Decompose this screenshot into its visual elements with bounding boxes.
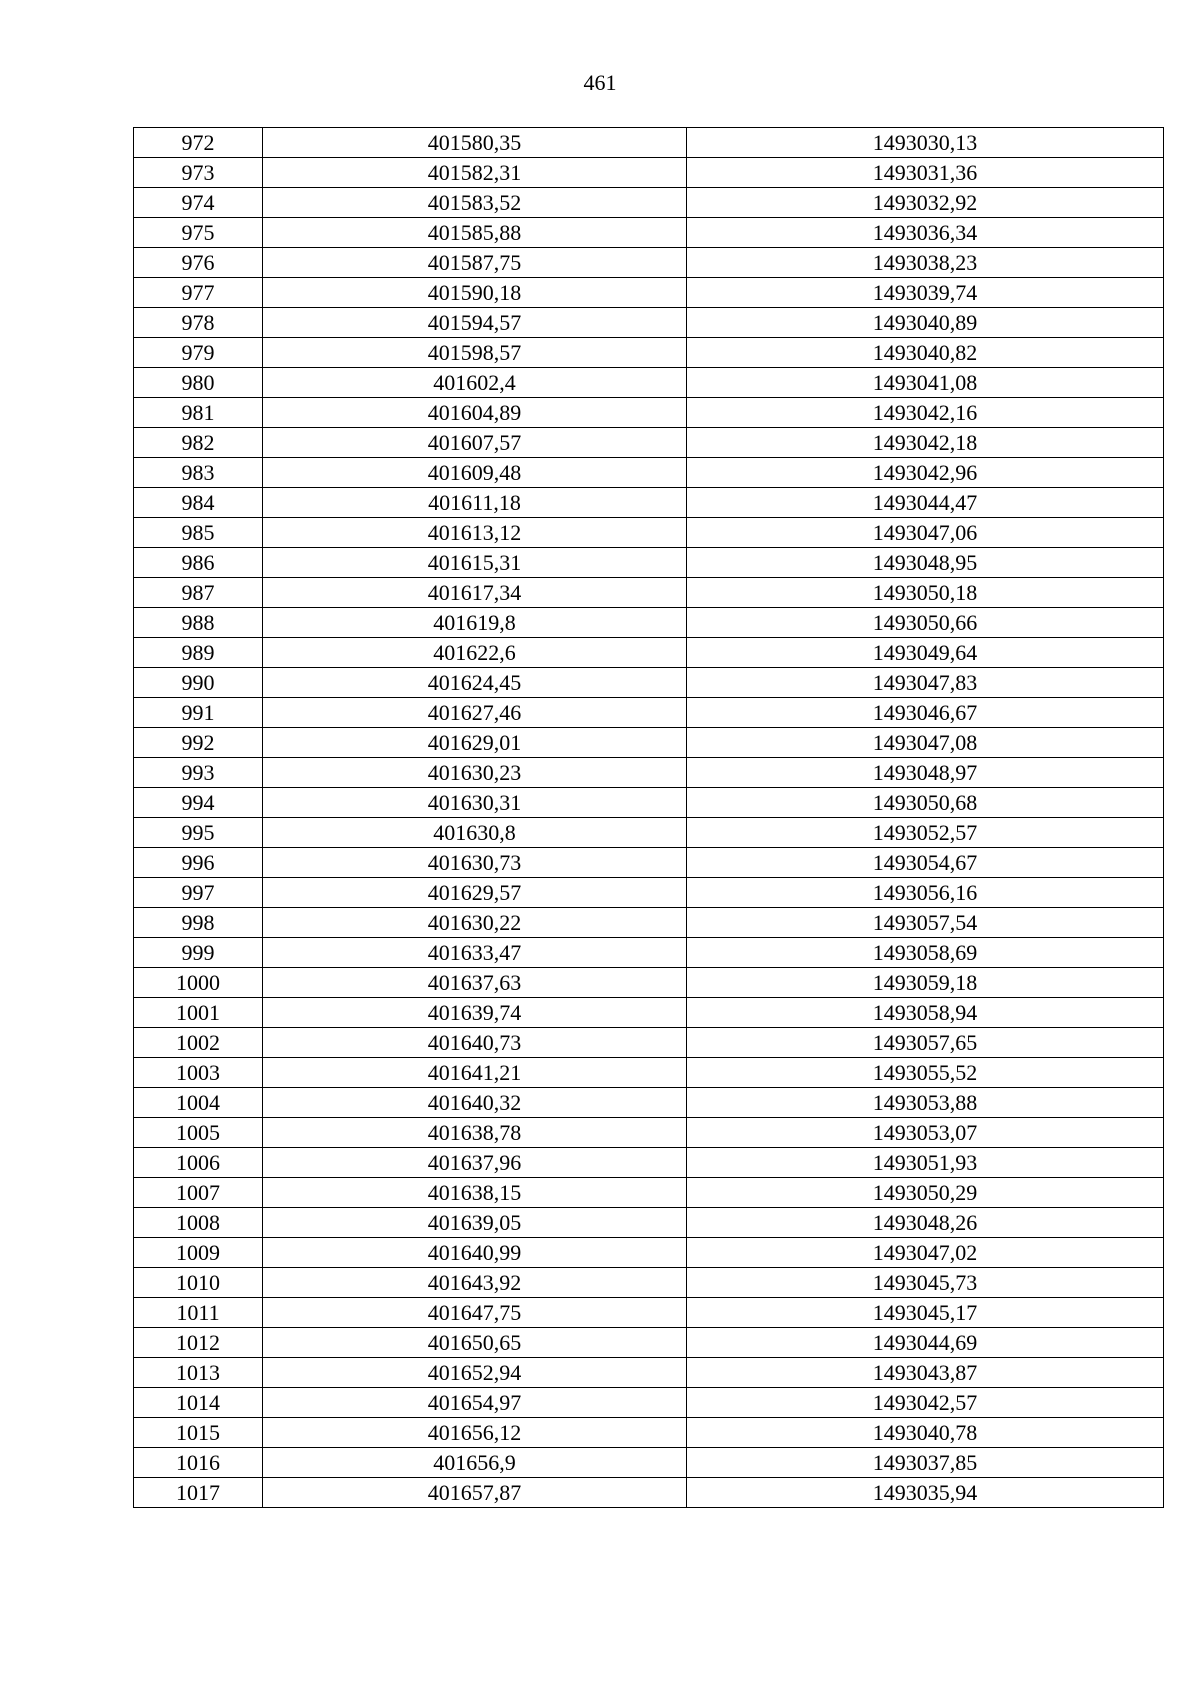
table-row	[134, 908, 1164, 938]
point-number-cell: 1009	[134, 1238, 263, 1268]
x-coordinate-cell: 401630,8	[263, 818, 687, 848]
point-number-cell: 1012	[134, 1328, 263, 1358]
y-coordinate-cell: 1493039,74	[687, 278, 1164, 308]
point-number-cell: 976	[134, 248, 263, 278]
x-coordinate-cell: 401613,12	[263, 518, 687, 548]
y-coordinate-cell: 1493040,82	[687, 338, 1164, 368]
table-row	[134, 1268, 1164, 1298]
point-number-cell: 975	[134, 218, 263, 248]
table-row	[134, 1028, 1164, 1058]
x-coordinate-cell: 401654,97	[263, 1388, 687, 1418]
table-row	[134, 1448, 1164, 1478]
point-number-cell: 983	[134, 458, 263, 488]
point-number-cell: 972	[134, 128, 263, 158]
table-row	[134, 848, 1164, 878]
y-coordinate-cell: 1493057,54	[687, 908, 1164, 938]
x-coordinate-cell: 401638,15	[263, 1178, 687, 1208]
x-coordinate-cell: 401598,57	[263, 338, 687, 368]
point-number-cell: 979	[134, 338, 263, 368]
y-coordinate-cell: 1493058,94	[687, 998, 1164, 1028]
table-row	[134, 1358, 1164, 1388]
y-coordinate-cell: 1493047,02	[687, 1238, 1164, 1268]
y-coordinate-cell: 1493049,64	[687, 638, 1164, 668]
y-coordinate-cell: 1493051,93	[687, 1148, 1164, 1178]
point-number-cell: 1005	[134, 1118, 263, 1148]
point-number-cell: 1010	[134, 1268, 263, 1298]
y-coordinate-cell: 1493046,67	[687, 698, 1164, 728]
point-number-cell: 1016	[134, 1448, 263, 1478]
y-coordinate-cell: 1493044,47	[687, 488, 1164, 518]
x-coordinate-cell: 401640,99	[263, 1238, 687, 1268]
x-coordinate-cell: 401627,46	[263, 698, 687, 728]
point-number-cell: 982	[134, 428, 263, 458]
table-row	[134, 1118, 1164, 1148]
point-number-cell: 981	[134, 398, 263, 428]
y-coordinate-cell: 1493059,18	[687, 968, 1164, 998]
table-row	[134, 1478, 1164, 1508]
table-row	[134, 1058, 1164, 1088]
table-row	[134, 428, 1164, 458]
point-number-cell: 1001	[134, 998, 263, 1028]
table-row	[134, 938, 1164, 968]
y-coordinate-cell: 1493040,78	[687, 1418, 1164, 1448]
x-coordinate-cell: 401637,96	[263, 1148, 687, 1178]
table-row	[134, 188, 1164, 218]
x-coordinate-cell: 401622,6	[263, 638, 687, 668]
x-coordinate-cell: 401604,89	[263, 398, 687, 428]
y-coordinate-cell: 1493047,83	[687, 668, 1164, 698]
x-coordinate-cell: 401630,22	[263, 908, 687, 938]
table-row	[134, 788, 1164, 818]
y-coordinate-cell: 1493044,69	[687, 1328, 1164, 1358]
y-coordinate-cell: 1493047,06	[687, 518, 1164, 548]
table-row	[134, 1328, 1164, 1358]
x-coordinate-cell: 401583,52	[263, 188, 687, 218]
y-coordinate-cell: 1493035,94	[687, 1478, 1164, 1508]
point-number-cell: 998	[134, 908, 263, 938]
point-number-cell: 1011	[134, 1298, 263, 1328]
point-number-cell: 1013	[134, 1358, 263, 1388]
x-coordinate-cell: 401630,23	[263, 758, 687, 788]
point-number-cell: 996	[134, 848, 263, 878]
table-row	[134, 1148, 1164, 1178]
table-row	[134, 578, 1164, 608]
point-number-cell: 974	[134, 188, 263, 218]
point-number-cell: 994	[134, 788, 263, 818]
x-coordinate-cell: 401607,57	[263, 428, 687, 458]
table-row	[134, 368, 1164, 398]
x-coordinate-cell: 401629,01	[263, 728, 687, 758]
table-row	[134, 818, 1164, 848]
x-coordinate-cell: 401585,88	[263, 218, 687, 248]
point-number-cell: 980	[134, 368, 263, 398]
point-number-cell: 1015	[134, 1418, 263, 1448]
point-number-cell: 1003	[134, 1058, 263, 1088]
point-number-cell: 987	[134, 578, 263, 608]
point-number-cell: 995	[134, 818, 263, 848]
y-coordinate-cell: 1493047,08	[687, 728, 1164, 758]
table-row	[134, 1238, 1164, 1268]
y-coordinate-cell: 1493045,73	[687, 1268, 1164, 1298]
table-row	[134, 398, 1164, 428]
x-coordinate-cell: 401637,63	[263, 968, 687, 998]
y-coordinate-cell: 1493036,34	[687, 218, 1164, 248]
y-coordinate-cell: 1493053,07	[687, 1118, 1164, 1148]
x-coordinate-cell: 401640,73	[263, 1028, 687, 1058]
table-row	[134, 458, 1164, 488]
x-coordinate-cell: 401615,31	[263, 548, 687, 578]
x-coordinate-cell: 401580,35	[263, 128, 687, 158]
table-row	[134, 1178, 1164, 1208]
x-coordinate-cell: 401639,05	[263, 1208, 687, 1238]
table-row	[134, 878, 1164, 908]
x-coordinate-cell: 401617,34	[263, 578, 687, 608]
y-coordinate-cell: 1493057,65	[687, 1028, 1164, 1058]
point-number-cell: 986	[134, 548, 263, 578]
table-row	[134, 278, 1164, 308]
y-coordinate-cell: 1493045,17	[687, 1298, 1164, 1328]
x-coordinate-cell: 401619,8	[263, 608, 687, 638]
point-number-cell: 1006	[134, 1148, 263, 1178]
point-number-cell: 997	[134, 878, 263, 908]
point-number-cell: 978	[134, 308, 263, 338]
x-coordinate-cell: 401656,12	[263, 1418, 687, 1448]
y-coordinate-cell: 1493043,87	[687, 1358, 1164, 1388]
x-coordinate-cell: 401656,9	[263, 1448, 687, 1478]
point-number-cell: 993	[134, 758, 263, 788]
x-coordinate-cell: 401652,94	[263, 1358, 687, 1388]
point-number-cell: 1007	[134, 1178, 263, 1208]
table-row	[134, 1208, 1164, 1238]
table-row	[134, 128, 1164, 158]
y-coordinate-cell: 1493042,18	[687, 428, 1164, 458]
y-coordinate-cell: 1493042,16	[687, 398, 1164, 428]
point-number-cell: 985	[134, 518, 263, 548]
x-coordinate-cell: 401638,78	[263, 1118, 687, 1148]
point-number-cell: 973	[134, 158, 263, 188]
point-number-cell: 990	[134, 668, 263, 698]
y-coordinate-cell: 1493050,66	[687, 608, 1164, 638]
x-coordinate-cell: 401590,18	[263, 278, 687, 308]
point-number-cell: 984	[134, 488, 263, 518]
y-coordinate-cell: 1493041,08	[687, 368, 1164, 398]
point-number-cell: 1002	[134, 1028, 263, 1058]
point-number-cell: 1004	[134, 1088, 263, 1118]
y-coordinate-cell: 1493048,95	[687, 548, 1164, 578]
table-row	[134, 488, 1164, 518]
x-coordinate-cell: 401629,57	[263, 878, 687, 908]
point-number-cell: 1014	[134, 1388, 263, 1418]
y-coordinate-cell: 1493030,13	[687, 128, 1164, 158]
page-number: 461	[583, 70, 617, 95]
table-row	[134, 1088, 1164, 1118]
y-coordinate-cell: 1493053,88	[687, 1088, 1164, 1118]
point-number-cell: 992	[134, 728, 263, 758]
point-number-cell: 1008	[134, 1208, 263, 1238]
y-coordinate-cell: 1493048,26	[687, 1208, 1164, 1238]
x-coordinate-cell: 401609,48	[263, 458, 687, 488]
y-coordinate-cell: 1493058,69	[687, 938, 1164, 968]
x-coordinate-cell: 401639,74	[263, 998, 687, 1028]
table-row	[134, 518, 1164, 548]
point-number-cell: 999	[134, 938, 263, 968]
table-row	[134, 998, 1164, 1028]
y-coordinate-cell: 1493054,67	[687, 848, 1164, 878]
y-coordinate-cell: 1493056,16	[687, 878, 1164, 908]
point-number-cell: 991	[134, 698, 263, 728]
y-coordinate-cell: 1493050,29	[687, 1178, 1164, 1208]
table-row	[134, 1388, 1164, 1418]
table-row	[134, 638, 1164, 668]
point-number-cell: 1017	[134, 1478, 263, 1508]
y-coordinate-cell: 1493050,18	[687, 578, 1164, 608]
x-coordinate-cell: 401630,31	[263, 788, 687, 818]
point-number-cell: 1000	[134, 968, 263, 998]
x-coordinate-cell: 401633,47	[263, 938, 687, 968]
y-coordinate-cell: 1493042,96	[687, 458, 1164, 488]
table-row	[134, 218, 1164, 248]
coordinates-table-body	[134, 128, 1164, 1508]
y-coordinate-cell: 1493032,92	[687, 188, 1164, 218]
x-coordinate-cell: 401640,32	[263, 1088, 687, 1118]
x-coordinate-cell: 401624,45	[263, 668, 687, 698]
table-row	[134, 1298, 1164, 1328]
table-row	[134, 1418, 1164, 1448]
table-row	[134, 758, 1164, 788]
table-row	[134, 698, 1164, 728]
x-coordinate-cell: 401582,31	[263, 158, 687, 188]
y-coordinate-cell: 1493037,85	[687, 1448, 1164, 1478]
x-coordinate-cell: 401657,87	[263, 1478, 687, 1508]
y-coordinate-cell: 1493055,52	[687, 1058, 1164, 1088]
point-number-cell: 977	[134, 278, 263, 308]
table-row	[134, 728, 1164, 758]
y-coordinate-cell: 1493048,97	[687, 758, 1164, 788]
y-coordinate-cell: 1493031,36	[687, 158, 1164, 188]
y-coordinate-cell: 1493040,89	[687, 308, 1164, 338]
point-number-cell: 989	[134, 638, 263, 668]
table-row	[134, 338, 1164, 368]
table-row	[134, 968, 1164, 998]
x-coordinate-cell: 401611,18	[263, 488, 687, 518]
table-row	[134, 158, 1164, 188]
table-row	[134, 308, 1164, 338]
x-coordinate-cell: 401630,73	[263, 848, 687, 878]
x-coordinate-cell: 401650,65	[263, 1328, 687, 1358]
x-coordinate-cell: 401641,21	[263, 1058, 687, 1088]
table-row	[134, 248, 1164, 278]
table-row	[134, 548, 1164, 578]
y-coordinate-cell: 1493038,23	[687, 248, 1164, 278]
y-coordinate-cell: 1493052,57	[687, 818, 1164, 848]
x-coordinate-cell: 401594,57	[263, 308, 687, 338]
x-coordinate-cell: 401602,4	[263, 368, 687, 398]
table-row	[134, 668, 1164, 698]
x-coordinate-cell: 401643,92	[263, 1268, 687, 1298]
x-coordinate-cell: 401587,75	[263, 248, 687, 278]
table-row	[134, 608, 1164, 638]
x-coordinate-cell: 401647,75	[263, 1298, 687, 1328]
y-coordinate-cell: 1493042,57	[687, 1388, 1164, 1418]
y-coordinate-cell: 1493050,68	[687, 788, 1164, 818]
point-number-cell: 988	[134, 608, 263, 638]
coordinates-table	[133, 127, 1164, 1508]
